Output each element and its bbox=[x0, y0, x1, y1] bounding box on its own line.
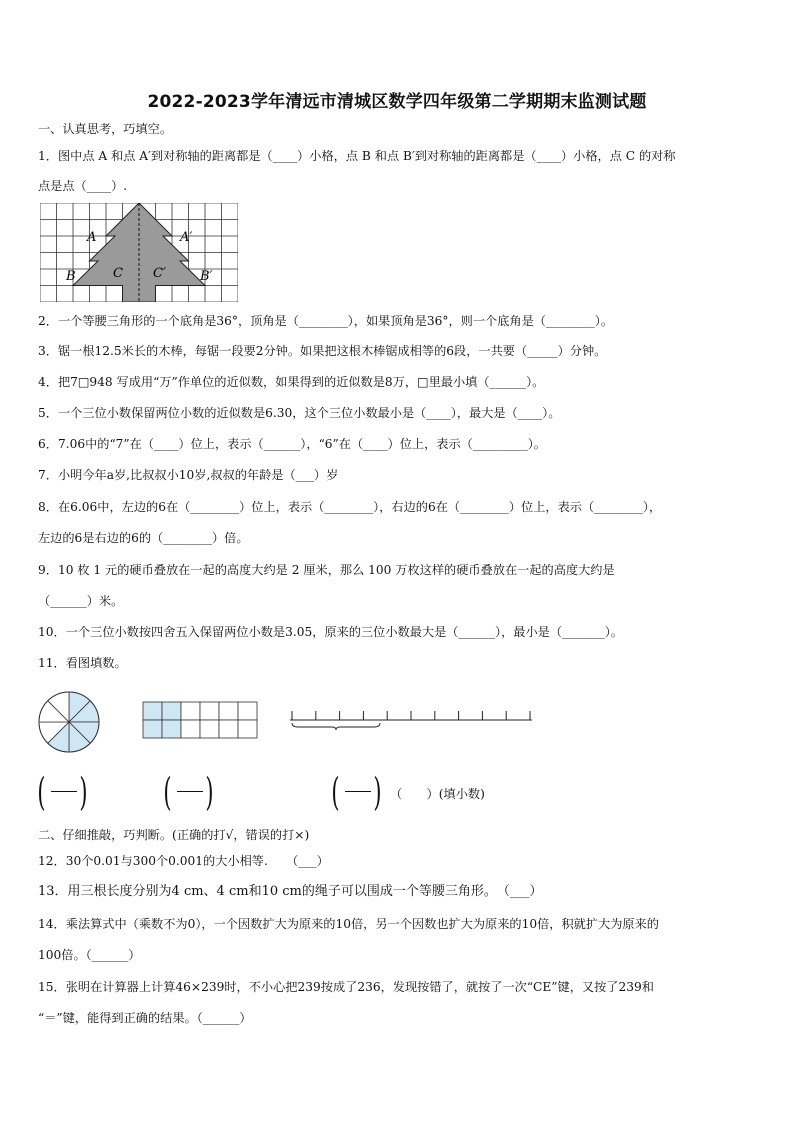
strip-cell bbox=[219, 702, 238, 720]
strip-cell bbox=[238, 702, 257, 720]
question-12: 12．30个0.01与300个0.001的大小相等. （___） bbox=[38, 854, 329, 868]
strip-cell bbox=[219, 720, 238, 738]
section-2-heading: 二、仔细推敲，巧判断。(正确的打√，错误的打×) bbox=[38, 828, 310, 842]
answer-blank-2[interactable]: ( ) bbox=[163, 770, 214, 814]
strip-cell bbox=[181, 720, 200, 738]
question-7: 7．小明今年a岁,比叔叔小10岁,叔叔的年龄是（___）岁 bbox=[38, 468, 339, 482]
strip-cell bbox=[162, 702, 181, 720]
question-15-line-2: “＝”键，能得到正确的结果。（______） bbox=[38, 1011, 252, 1025]
section-1-heading: 一、认真思考，巧填空。 bbox=[38, 122, 173, 136]
strip-cell bbox=[162, 720, 181, 738]
label-c: C bbox=[113, 266, 123, 281]
answer-blank-3[interactable]: ( ) bbox=[331, 770, 382, 814]
brace bbox=[292, 723, 380, 730]
strip-cell bbox=[200, 702, 219, 720]
question-14-line-2: 100倍。（______） bbox=[38, 948, 141, 962]
question-5: 5．一个三位小数保留两位小数的近似数是6.30，这个三位小数最小是（____），最大是（____）。 bbox=[38, 406, 561, 420]
label-b: B bbox=[66, 269, 76, 284]
question-11: 11．看图填数。 bbox=[38, 656, 127, 670]
answer-blank-1[interactable]: ( ) bbox=[37, 770, 88, 814]
question-4: 4．把7□948 写成用“万”作单位的近似数，如果得到的近似数是8万，□里最小填（______）。 bbox=[38, 375, 545, 389]
question-2: 2．一个等腰三角形的一个底角是36°，顶角是（________），如果顶角是36°，则一个底角是（________）。 bbox=[38, 314, 614, 328]
question-6: 6．7.06中的“7”在（____）位上，表示（______），“6”在（____）位上，表示（_________）。 bbox=[38, 437, 546, 451]
strip-cell bbox=[143, 702, 162, 720]
strip-cell bbox=[143, 720, 162, 738]
question-1-line-1: 1．图中点 A 和点 A′到对称轴的距离都是（____）小格，点 B 和点 B′到对称轴的距离都是（____）小格，点 C 的对称 bbox=[38, 149, 676, 163]
label-b-prime: B′ bbox=[200, 269, 213, 284]
question-9-line-2: （______）米。 bbox=[38, 594, 124, 608]
label-a-prime: A′ bbox=[180, 230, 193, 245]
strip-cell bbox=[200, 720, 219, 738]
question-10: 10．一个三位小数按四舍五入保留两位小数是3.05，原来的三位小数最大是（______），最小是（_______）。 bbox=[38, 625, 623, 639]
symmetry-grid-figure bbox=[40, 203, 238, 302]
strip-cell bbox=[238, 720, 257, 738]
question-8-line-1: 8．在6.06中，左边的6在（________）位上，表示（________），右边的6在（________）位上，表示（________）， bbox=[38, 500, 662, 514]
question-8-line-2: 左边的6是右边的6的（________）倍。 bbox=[38, 531, 249, 545]
strip-cells bbox=[143, 702, 257, 738]
page-title: 2022-2023学年清远市清城区数学四年级第二学期期末监测试题 bbox=[147, 92, 647, 112]
decimal-fill-note: （ ）(填小数) bbox=[390, 787, 485, 801]
strip-cell bbox=[181, 702, 200, 720]
question-3: 3．锯一根12.5米长的木棒，每锯一段要2分钟。如果把这根木棒锯成相等的6段，一共要（_____）分钟。 bbox=[38, 344, 607, 358]
label-a: A bbox=[87, 230, 97, 245]
fraction-grid-strip bbox=[142, 701, 258, 739]
number-line bbox=[288, 706, 534, 730]
question-14-line-1: 14．乘法算式中（乘数不为0），一个因数扩大为原来的10倍，另一个因数也扩大为原来的10倍，积就扩大为原来的 bbox=[38, 917, 659, 931]
fraction-circle bbox=[37, 690, 101, 754]
number-line-ticks bbox=[292, 711, 530, 720]
question-15-line-1: 15．张明在计算器上计算46×239时，不小心把239按成了236，发现按错了，就按了一次“CE”键，又按了239和 bbox=[38, 980, 654, 994]
question-13: 13．用三根长度分别为4 cm、4 cm和10 cm的绳子可以围成一个等腰三角形。 （___） bbox=[38, 884, 543, 899]
label-c-prime: C′ bbox=[153, 266, 166, 281]
question-9-line-1: 9．10 枚 1 元的硬币叠放在一起的高度大约是 2 厘米，那么 100 万枚这样的硬币叠放在一起的高度大约是 bbox=[38, 563, 615, 577]
question-1-line-2: 点是点（____）. bbox=[38, 179, 128, 193]
